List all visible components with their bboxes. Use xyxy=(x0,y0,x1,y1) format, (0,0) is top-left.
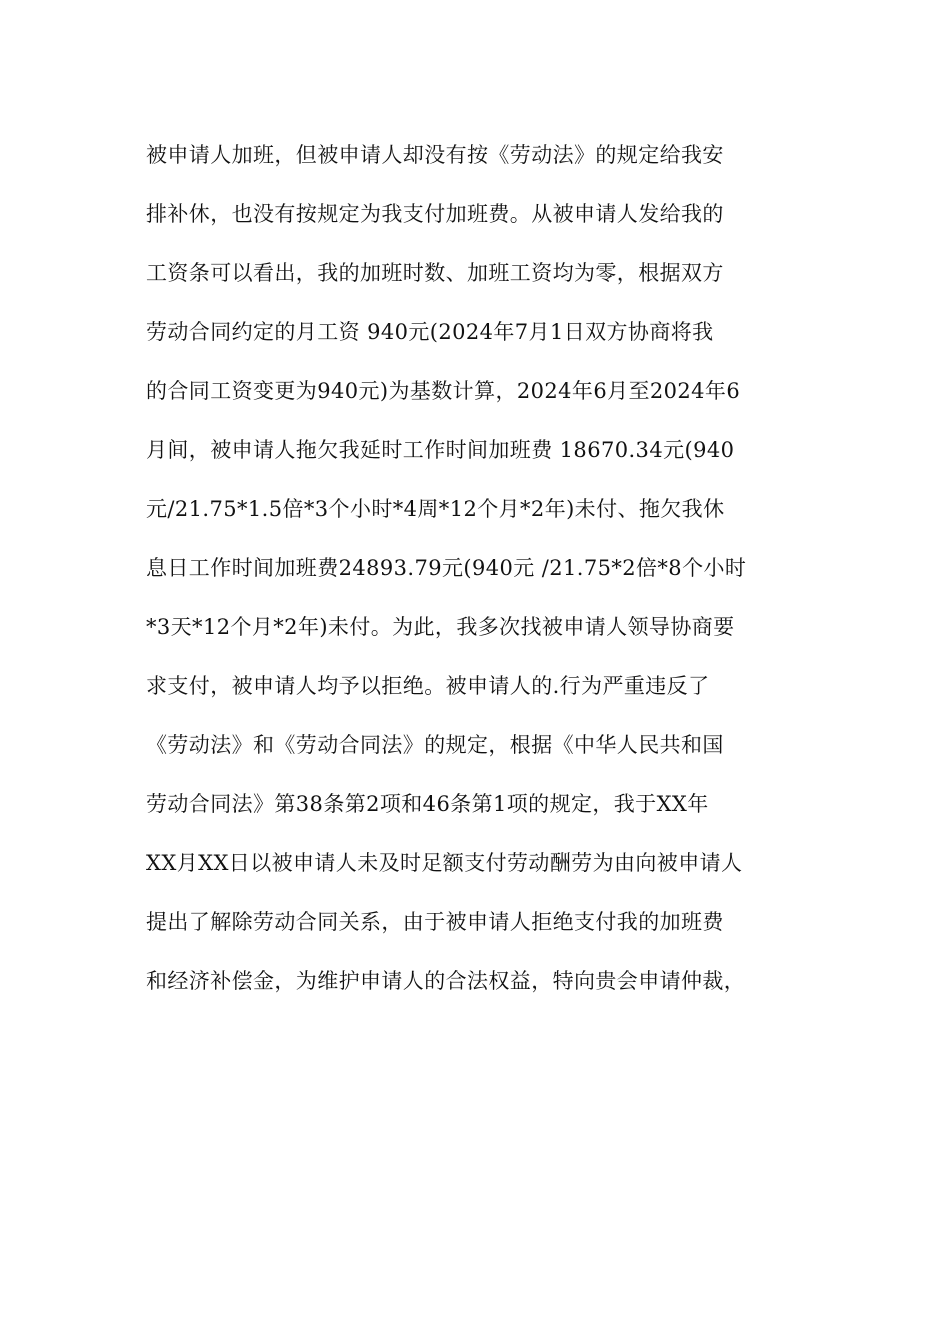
text-line: 息日工作时间加班费24893.79元(940元 /21.75*2倍*8个小时 xyxy=(146,556,747,580)
text-line: 求支付，被申请人均予以拒绝。被申请人的.行为严重违反了 xyxy=(146,674,710,698)
text-line: 《劳动法》和《劳动合同法》的规定，根据《中华人民共和国 xyxy=(146,733,724,757)
text-line: XX月XX日以被申请人未及时足额支付劳动酬劳为由向被申请人 xyxy=(146,851,743,875)
text-line: 工资条可以看出，我的加班时数、加班工资均为零，根据双方 xyxy=(146,261,724,285)
text-line: *3天*12个月*2年)未付。为此，我多次找被申请人领导协商要 xyxy=(146,615,735,639)
text-line: 被申请人加班，但被申请人却没有按《劳动法》的规定给我安 xyxy=(146,143,724,167)
text-line: 的合同工资变更为940元)为基数计算，2024年6月至2024年6 xyxy=(146,379,741,403)
text-line: 提出了解除劳动合同关系，由于被申请人拒绝支付我的加班费 xyxy=(146,910,724,934)
text-line: 劳动合同法》第38条第2项和46条第1项的规定，我于XX年 xyxy=(146,792,709,816)
text-line: 元/21.75*1.5倍*3个小时*4周*12个月*2年)未付、拖欠我休 xyxy=(146,497,725,521)
text-line: 月间，被申请人拖欠我延时工作时间加班费 18670.34元(940 xyxy=(146,438,735,462)
text-line: 劳动合同约定的月工资 940元(2024年7月1日双方协商将我 xyxy=(146,320,714,344)
document-body xyxy=(146,135,811,1020)
text-line: 和经济补偿金，为维护申请人的合法权益，特向贵会申请仲裁， xyxy=(146,969,746,993)
text-line: 排补休，也没有按规定为我支付加班费。从被申请人发给我的 xyxy=(146,202,724,226)
